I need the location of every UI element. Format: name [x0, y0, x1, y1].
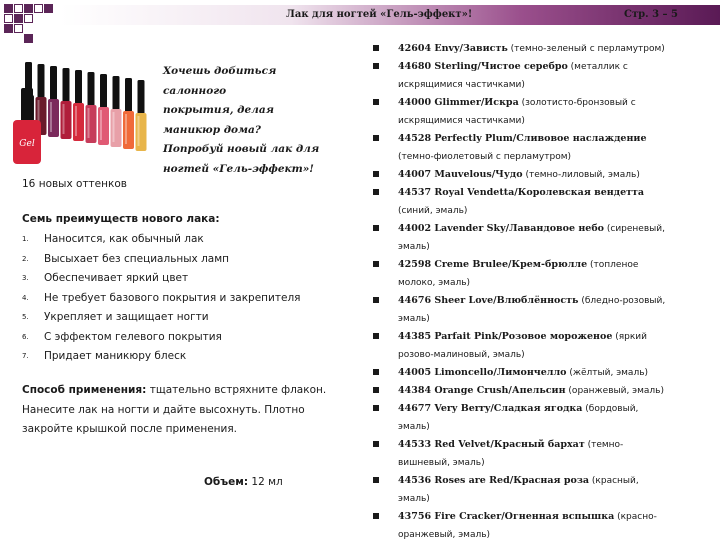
volume-label: Объем: [204, 476, 249, 488]
square-bullet-icon [373, 261, 379, 267]
shade-item [373, 436, 673, 472]
shade-item [373, 184, 673, 220]
advantage-item [22, 347, 300, 367]
polish-bottle [73, 70, 84, 141]
shade-description: (темно-зеленый с перламутром) [507, 44, 665, 54]
shade-item [373, 508, 673, 544]
advantage-number: 6. [22, 332, 29, 341]
square-bullet-icon [373, 333, 379, 339]
promo-line: Хочешь добиться салонного [163, 65, 277, 97]
advantage-item [22, 308, 300, 328]
advantage-number: 2. [22, 254, 29, 263]
square-bullet-icon [373, 189, 379, 195]
polish-bottle [98, 74, 109, 145]
square-bullet-icon [373, 297, 379, 303]
shade-name: 44384 Orange Crush/Апельсин [398, 385, 566, 396]
shade-description: (бледно-розовый, эмаль) [398, 296, 666, 324]
shade-item [373, 58, 673, 94]
shade-description: (темно-фиолетовый с перламутром) [398, 152, 572, 162]
advantage-text: Обеспечивает яркий цвет [44, 272, 189, 284]
advantage-number: 3. [22, 274, 29, 282]
polish-bottle [111, 76, 122, 147]
shade-item [373, 256, 673, 292]
shade-item [373, 382, 673, 400]
advantage-number: 5. [22, 313, 29, 321]
decor-square [14, 4, 23, 13]
decor-square [14, 24, 23, 33]
square-bullet-icon [373, 135, 379, 141]
page-title: Лак для ногтей «Гель-эффект»! [286, 9, 473, 20]
square-bullet-icon [373, 225, 379, 231]
promo-line: ногтей «Гель-эффект»! [163, 162, 314, 175]
advantage-item [22, 269, 300, 289]
advantage-item [22, 230, 300, 250]
square-bullet-icon [373, 45, 379, 51]
shade-item [373, 130, 673, 166]
advantage-number: 4. [22, 293, 29, 302]
shade-list [373, 40, 673, 544]
usage-label: Способ применения: [22, 384, 147, 396]
shade-name: 44000 Glimmer/Искра [398, 97, 519, 108]
square-bullet-icon [373, 441, 379, 447]
shade-name: 44528 Perfectly Plum/Сливовое наслаждение [398, 133, 647, 144]
usage-paragraph [22, 381, 332, 440]
advantage-text: Наносится, как обычный лак [44, 233, 204, 245]
polish-bottle [48, 66, 59, 137]
shade-name: 44677 Very Berry/Сладкая ягодка [398, 403, 583, 414]
advantage-item [22, 328, 300, 348]
shade-item [373, 94, 673, 130]
polish-bottle [61, 68, 72, 139]
shade-description: (золотисто-бронзовый с искрящимися частичками) [398, 98, 636, 126]
shade-description: (яркий розово-малиновый, эмаль) [398, 332, 648, 360]
shade-name: 42598 Creme Brulee/Крем-брюлле [398, 259, 588, 270]
shade-description: (красно-оранжевый, эмаль) [398, 512, 657, 540]
usage-text: тщательно встряхните флакон. Нанесите лак на ногти и дайте высохнуть. Плотно закройте крышкой после применения. [22, 384, 327, 435]
square-bullet-icon [373, 369, 379, 375]
decor-square [4, 4, 13, 13]
advantage-text: Придает маникюру блеск [44, 350, 187, 362]
shade-name: 44680 Sterling/Чистое серебро [398, 61, 568, 72]
decor-square [24, 34, 33, 43]
shade-description: (топленое молоко, эмаль) [398, 260, 639, 288]
page-number: Стр. 3 – 5 [624, 9, 678, 20]
shade-description: (красный, эмаль) [398, 476, 639, 504]
shade-item [373, 220, 673, 256]
advantage-item [22, 250, 300, 270]
decor-square [34, 4, 43, 13]
shade-description: (оранжевый, эмаль) [565, 386, 664, 396]
shade-name: 44385 Parfait Pink/Розовое мороженое [398, 331, 613, 342]
shade-name: 42604 Envy/Зависть [398, 43, 508, 54]
advantage-text: С эффектом гелевого покрытия [44, 330, 222, 343]
decor-square [44, 4, 53, 13]
square-bullet-icon [373, 477, 379, 483]
shade-description: (темно-лиловый, эмаль) [522, 170, 640, 180]
shade-item [373, 40, 673, 58]
shade-description: (металлик с искрящимися частичками) [398, 62, 628, 90]
decor-square [4, 14, 13, 23]
shade-item [373, 292, 673, 328]
decor-square [24, 14, 33, 23]
shade-name: 43756 Fire Cracker/Огненная вспышка [398, 511, 615, 522]
shade-name: 44007 Mauvelous/Чудо [398, 169, 523, 180]
shade-item [373, 328, 673, 364]
advantage-number: 7. [22, 352, 29, 360]
nail-polish-bottles-image [5, 52, 153, 168]
advantage-text: Укрепляет и защищает ногти [44, 311, 209, 323]
shade-description: (синий, эмаль) [398, 206, 468, 216]
shade-item [373, 400, 673, 436]
square-bullet-icon [373, 171, 379, 177]
advantage-text: Не требует базового покрытия и закрепителя [44, 291, 301, 304]
shade-name: 44002 Lavender Sky/Лавандовое небо [398, 223, 604, 234]
promo-text [163, 62, 338, 179]
advantage-item [22, 289, 300, 309]
bottle-brand-label: Gel [19, 139, 35, 149]
volume [204, 476, 283, 488]
shade-item [373, 472, 673, 508]
shade-item [373, 166, 673, 184]
shade-name: 44536 Roses are Red/Красная роза [398, 475, 590, 486]
decor-square [14, 14, 23, 23]
shade-name: 44676 Sheer Love/Влюблённость [398, 295, 579, 306]
promo-line: покрытия, делая [163, 104, 275, 116]
shade-description: (темно-вишневый, эмаль) [398, 440, 624, 468]
advantages-title: Семь преимуществ нового лака: [22, 213, 220, 225]
polish-bottle [86, 72, 97, 143]
square-bullet-icon [373, 99, 379, 105]
square-bullet-icon [373, 405, 379, 411]
advantage-number: 1. [22, 235, 29, 243]
volume-value: 12 мл [248, 476, 283, 488]
shade-description: (бордовый, эмаль) [398, 404, 639, 432]
advantage-text: Высыхает без специальных ламп [44, 252, 230, 265]
header-bar [0, 0, 720, 34]
decor-square [4, 24, 13, 33]
square-bullet-icon [373, 63, 379, 69]
shades-caption: 16 новых оттенков [22, 178, 127, 190]
promo-line: Попробуй новый лак для [163, 143, 320, 155]
shade-name: 44533 Red Velvet/Красный бархат [398, 439, 585, 450]
shade-description: (жёлтый, эмаль) [566, 368, 649, 378]
shade-name: 44005 Limoncello/Лимончелло [398, 367, 567, 378]
shade-item [373, 364, 673, 382]
advantages-list [22, 230, 300, 367]
polish-bottle [136, 80, 147, 151]
decor-square [24, 4, 33, 13]
square-bullet-icon [373, 513, 379, 519]
shade-description: (сиреневый, эмаль) [398, 224, 665, 252]
promo-line: маникюр дома? [163, 123, 261, 136]
polish-bottle [123, 78, 134, 149]
shade-name: 44537 Royal Vendetta/Королевская вендетта [398, 187, 645, 198]
square-bullet-icon [373, 387, 379, 393]
